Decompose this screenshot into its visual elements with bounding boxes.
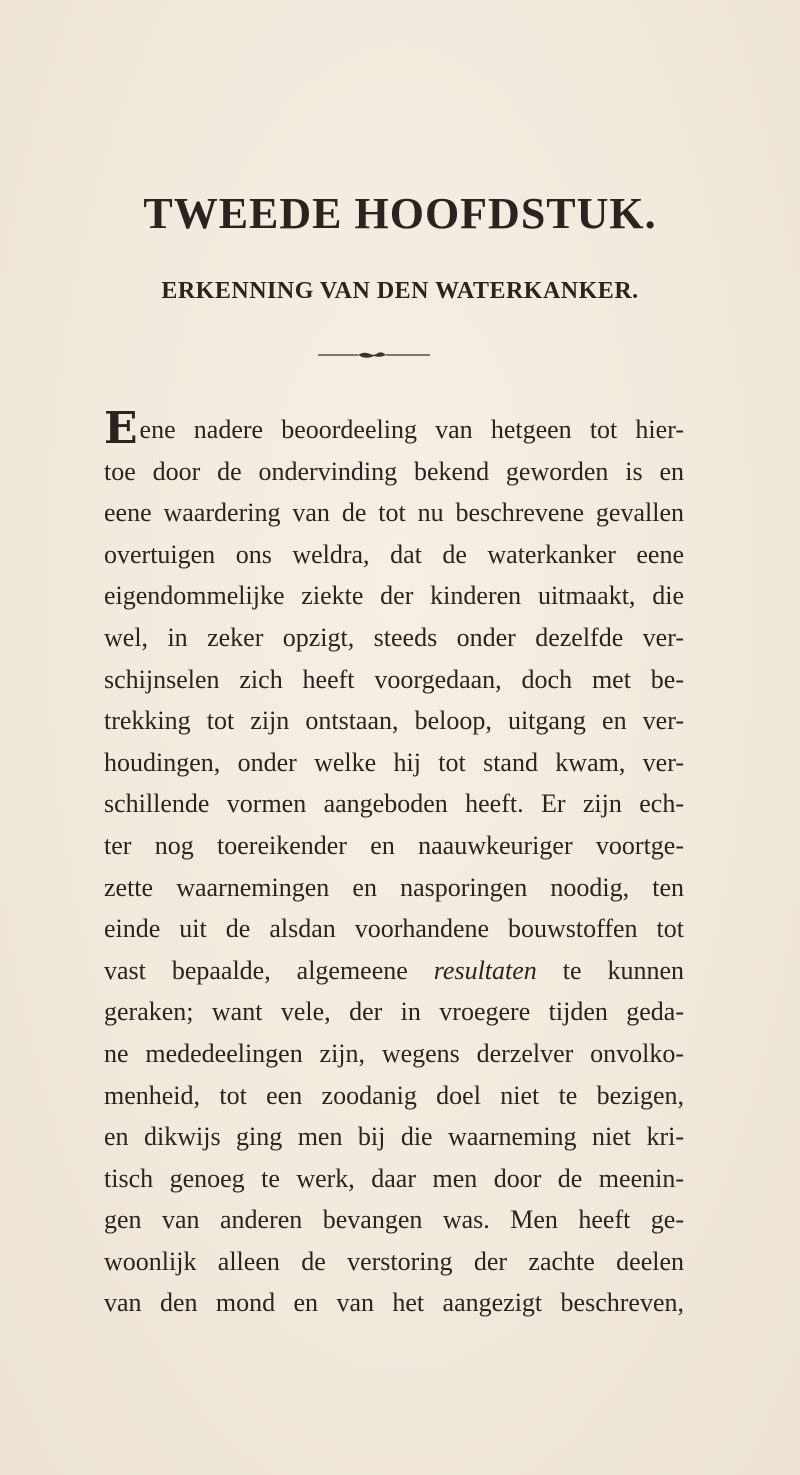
first-line-text: ene nadere beoordeeling van hetgeen tot hier-	[139, 415, 684, 444]
text-line: wel, in zeker opzigt, steeds onder dezelfde ver-	[104, 622, 684, 652]
text-line: einde uit de alsdan voorhandene bouwstoffen tot	[104, 914, 684, 944]
text-line-with-italic	[104, 950, 684, 992]
ornament-rule-icon	[318, 350, 430, 360]
text-line: trekking tot zijn ontstaan, beloop, uitgang en ver-	[104, 706, 684, 736]
text-line: eigendommelijke ziekte der kinderen uitmaakt, die	[104, 581, 684, 611]
text-line: geraken; want vele, der in vroegere tijden geda-	[104, 997, 684, 1027]
text-segment: te kunnen	[562, 955, 684, 985]
text-line: en dikwijs ging men bij die waarneming niet kri-	[104, 1122, 684, 1152]
text-line: woonlijk alleen de verstoring der zachte deelen	[104, 1246, 684, 1276]
text-line: schijnselen zich heeft voorgedaan, doch met be-	[104, 664, 684, 694]
text-segment: vast bepaalde, algemeene	[104, 955, 408, 985]
text-line: tisch genoeg te werk, daar men door de meenin-	[104, 1163, 684, 1193]
body-text	[104, 402, 684, 1324]
text-line: menheid, tot een zoodanig doel niet te bezigen,	[104, 1080, 684, 1110]
chapter-title: TWEEDE HOOFDSTUK.	[143, 189, 657, 238]
italic-term: resultaten	[433, 955, 537, 985]
chapter-subtitle: ERKENNING VAN DEN WATERKANKER.	[161, 278, 639, 304]
text-line: van den mond en van het aangezigt beschreven,	[104, 1288, 684, 1318]
text-line	[104, 402, 684, 454]
text-line: gen van anderen bevangen was. Men heeft ge-	[104, 1205, 684, 1235]
text-line: houdingen, onder welke hij tot stand kwam, ver-	[104, 747, 684, 777]
drop-cap: E	[104, 402, 138, 454]
text-line: toe door de ondervinding bekend geworden is en	[104, 456, 684, 486]
text-line: schillende vormen aangeboden heeft. Er zijn ech-	[104, 789, 684, 819]
text-line: ter nog toereikender en naauwkeuriger voortge-	[104, 830, 684, 860]
text-line: zette waarnemingen en nasporingen noodig, ten	[104, 872, 684, 902]
text-line: overtuigen ons weldra, dat de waterkanker eene	[104, 539, 684, 569]
text-line: eene waardering van de tot nu beschrevene gevallen	[104, 498, 684, 528]
text-line: ne mededeelingen zijn, wegens derzelver onvolko-	[104, 1038, 684, 1068]
